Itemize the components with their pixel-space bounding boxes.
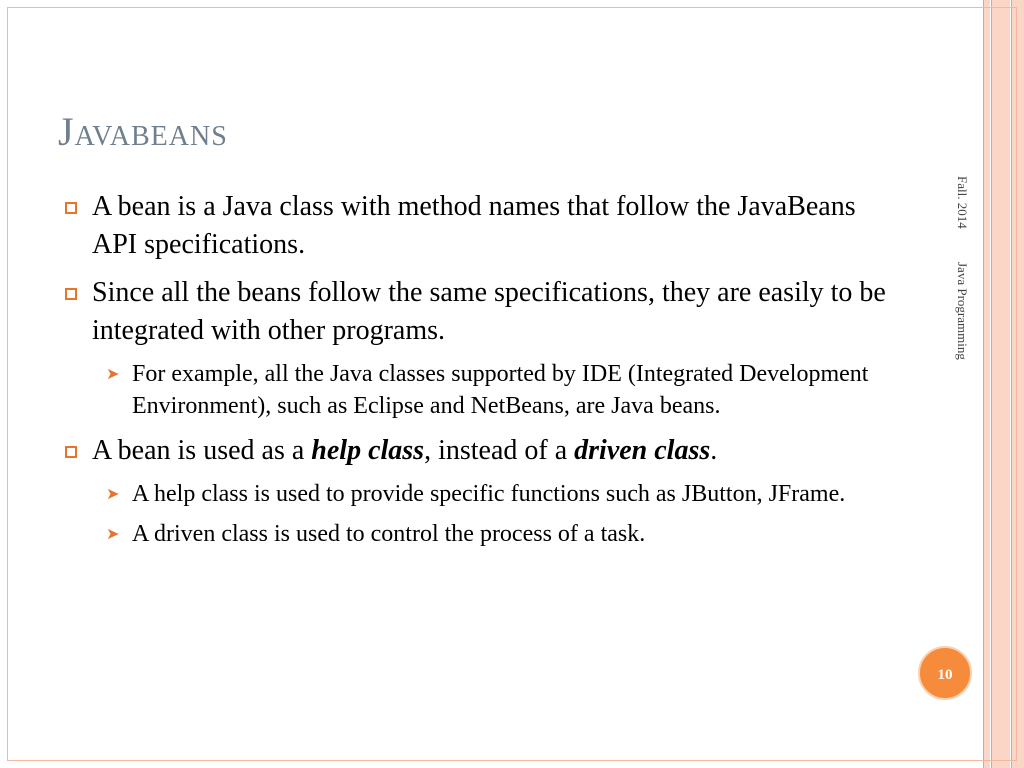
- sub-bullet-text: A help class is used to provide specific functions such as JButton, JFrame.: [132, 481, 846, 507]
- square-bullet-icon: [65, 202, 77, 214]
- side-footer: [950, 176, 970, 406]
- square-bullet-icon: [65, 446, 77, 458]
- decor-line: [983, 0, 984, 768]
- sub-bullet-item: [62, 518, 892, 550]
- emphasis-help-class: help class: [311, 435, 425, 466]
- bullet-text-suffix: .: [710, 435, 718, 466]
- sub-bullet-text: A driven class is used to control the process of a task.: [132, 521, 646, 547]
- bullet-text: A bean is a Java class with method names that follow the JavaBeans API specifications.: [92, 191, 856, 260]
- bullet-text-prefix: A bean is used as a: [92, 435, 312, 466]
- arrow-bullet-icon: ➤: [106, 484, 120, 503]
- decor-stripe: [1012, 0, 1024, 768]
- bullet-item: [62, 274, 892, 350]
- arrow-bullet-icon: ➤: [106, 364, 120, 383]
- slide-content: [62, 188, 892, 560]
- bullet-item: [62, 432, 892, 470]
- bullet-item: [62, 188, 892, 264]
- sub-bullet-item: [62, 358, 892, 422]
- sub-bullet-text: For example, all the Java classes supported by IDE (Integrated Development Environment), such as Eclipse and NetBeans, are Java beans.: [132, 361, 869, 419]
- arrow-bullet-icon: ➤: [106, 524, 120, 543]
- slide-title: Javabeans: [58, 109, 228, 154]
- side-course: Java Programming: [955, 261, 970, 360]
- emphasis-driven-class: driven class: [574, 435, 711, 466]
- side-date: Fall. 2014: [955, 176, 970, 229]
- page-number-badge: 10: [918, 646, 972, 700]
- square-bullet-icon: [65, 288, 77, 300]
- decor-stripe: [992, 0, 1010, 768]
- bullet-text-mid: , instead of a: [424, 435, 575, 466]
- sub-bullet-item: [62, 478, 892, 510]
- decor-line: [991, 0, 992, 768]
- decor-line: [1011, 0, 1012, 768]
- decor-stripe: [984, 0, 990, 768]
- bullet-text: Since all the beans follow the same specifications, they are easily to be integrated with other programs.: [92, 277, 886, 346]
